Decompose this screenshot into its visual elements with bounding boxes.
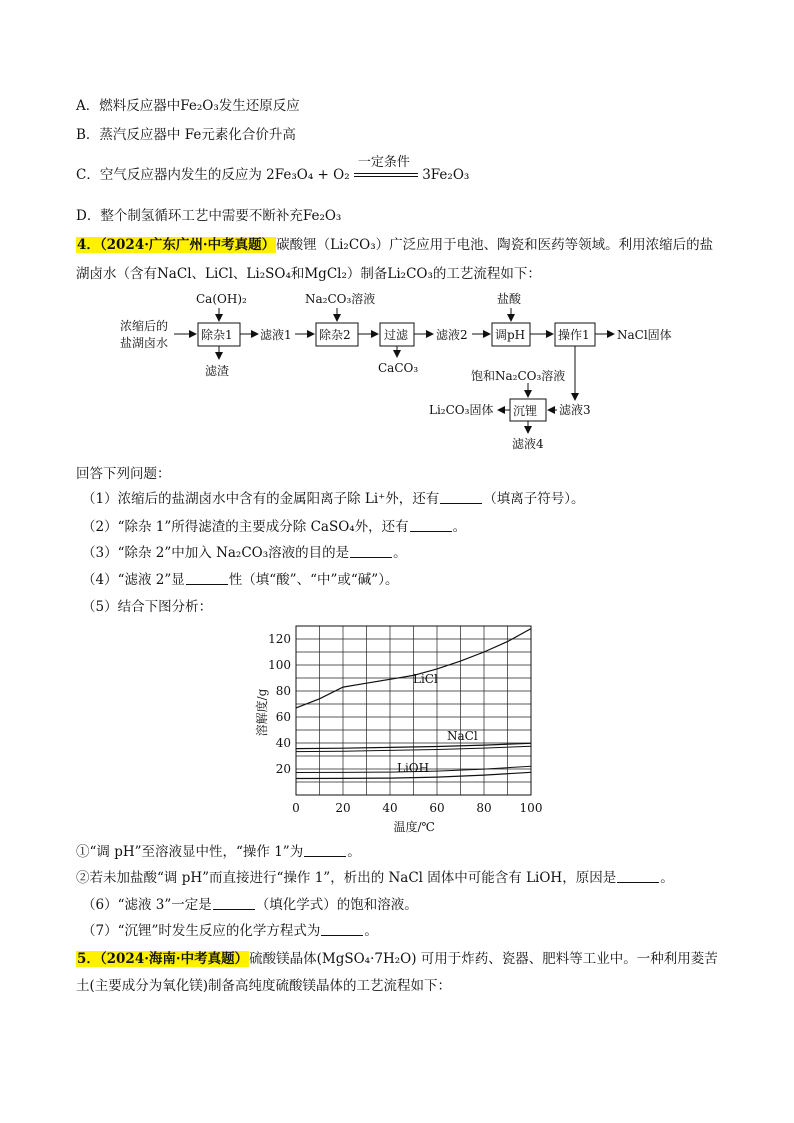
- flow-precip-2: CaCO₃: [378, 361, 419, 375]
- option-c-left: 2Fe₃O₄ + O₂: [266, 167, 350, 183]
- q4-sub5-2: [76, 869, 674, 887]
- flow-step-filter: 过滤: [384, 328, 409, 342]
- x-tick-label: 20: [335, 801, 351, 815]
- q4-sub7: [82, 922, 378, 940]
- series-label-nacl: NaCl: [447, 729, 478, 743]
- q4-sub2-tail: 。: [452, 519, 467, 535]
- flow-step-ph: 调pH: [495, 328, 526, 342]
- option-c-right: 3Fe₂O₃: [422, 167, 470, 183]
- q4-sub1-text: （1）浓缩后的盐湖卤水中含有的金属阳离子除 Li⁺外，还有: [82, 491, 440, 507]
- flow-reagent-1: Ca(OH)₂: [196, 292, 247, 306]
- x-tick-label: 40: [382, 801, 398, 815]
- q4-answer-lead: 回答下列问题：: [76, 466, 171, 482]
- answer-blank[interactable]: [410, 518, 452, 532]
- flow-feed-label-1: 浓缩后的: [120, 319, 169, 333]
- answer-blank[interactable]: [321, 922, 363, 936]
- q4-sub4-tail: 性（填“酸”、“中”或“碱”）。: [228, 572, 399, 588]
- q4-sub3: [82, 544, 407, 562]
- flow-step-2: 除杂2: [319, 328, 351, 342]
- q4-sub2-text: （2）“除杂 1”所得滤渣的主要成分除 CaSO₄外，还有: [82, 519, 409, 535]
- y-tick-label: 80: [275, 684, 291, 698]
- q4-sub6: [82, 896, 418, 914]
- flow-step-1: 除杂1: [201, 328, 233, 342]
- q5-intro-line1: [76, 950, 718, 968]
- answer-blank[interactable]: [440, 490, 482, 504]
- answer-blank[interactable]: [304, 843, 346, 857]
- x-tick-label: 80: [476, 801, 492, 815]
- flow-step-li: 沉锂: [513, 404, 538, 418]
- q4-sub1: [82, 490, 585, 508]
- flow-filtrate-2: 滤液2: [436, 328, 468, 342]
- y-tick-label: 40: [275, 736, 291, 750]
- series-label-licl: LiCl: [413, 672, 438, 686]
- option-a: A．燃料反应器中Fe₂O₃发生还原反应: [76, 98, 300, 114]
- flow-filtrate-3: 滤液3: [559, 403, 591, 417]
- series-label-lioh: LiOH: [397, 761, 430, 775]
- flow-filtrate-4: 滤液4: [512, 437, 544, 451]
- q5-intro-line2: 土(主要成分为氧化镁)制备高纯度硫酸镁晶体的工艺流程如下：: [76, 978, 452, 994]
- q4-process-flow-diagram: [0, 285, 794, 455]
- q4-sub5: （5）结合下图分析：: [82, 599, 213, 615]
- answer-blank[interactable]: [617, 869, 659, 883]
- flow-feed-label-2: 盐湖卤水: [120, 336, 169, 350]
- q4-sub5-2-text: ②若未加盐酸“调 pH”而直接进行“操作 1”，析出的 NaCl 固体中可能含有 LiOH，原因是: [76, 870, 617, 886]
- reaction-condition-label: 一定条件: [357, 155, 410, 170]
- flow-residue-1: 滤渣: [205, 364, 230, 378]
- flow-filtrate-1: 滤液1: [260, 328, 292, 342]
- q4-sub5-1-text: ①“调 pH”至溶液显中性，“操作 1”为: [76, 844, 304, 860]
- answer-blank[interactable]: [213, 896, 255, 910]
- q4-intro-text1: 碳酸锂（Li₂CO₃）广泛应用于电池、陶瓷和医药等领域。利用浓缩后的盐: [276, 237, 714, 253]
- option-b: B．蒸汽反应器中 Fe元素化合价升高: [76, 127, 296, 143]
- q4-sub5-1: [76, 843, 361, 861]
- q4-sub4-text: （4）“滤液 2”显: [82, 572, 185, 588]
- y-tick-label: 120: [268, 632, 291, 646]
- x-axis-label: 温度/℃: [393, 820, 435, 833]
- option-c-prefix: C．空气反应器内发生的反应为: [76, 167, 262, 183]
- flow-step-op1: 操作1: [558, 328, 590, 342]
- q5-source-badge: 5．（2024·海南·中考真题）: [77, 951, 249, 967]
- y-tick-label: 60: [275, 710, 291, 724]
- q5-intro-text1: 硫酸镁晶体(MgSO₄·7H₂O) 可用于炸药、瓷器、肥料等工业中。一种利用菱苦: [249, 951, 718, 967]
- q4-sub6-tail: （填化学式）的饱和溶液。: [255, 897, 418, 913]
- flow-product-nacl: NaCl固体: [617, 328, 672, 342]
- y-tick-label: 100: [268, 658, 291, 672]
- x-tick-label: 100: [519, 801, 543, 815]
- q4-sub6-text: （6）“滤液 3”一定是: [82, 897, 212, 913]
- q4-source-badge: 4．（2024·广东广州·中考真题）: [77, 237, 276, 253]
- q4-sub7-text: （7）“沉锂”时发生反应的化学方程式为: [82, 923, 321, 939]
- answer-blank[interactable]: [350, 544, 392, 558]
- q4-sub5-1-tail: 。: [347, 844, 361, 860]
- flow-reagent-3: 盐酸: [497, 292, 522, 306]
- q4-intro-line2: 湖卤水（含有NaCl、LiCl、Li₂SO₄和MgCl₂）制备Li₂CO₃的工艺流程如下：: [76, 266, 541, 282]
- q4-sub4: [82, 571, 398, 589]
- x-tick-label: 60: [429, 801, 445, 815]
- q4-sub2: [82, 518, 466, 536]
- y-axis-label: 溶解度/g: [255, 688, 269, 737]
- option-c: [76, 155, 470, 184]
- flow-reagent-2: Na₂CO₃溶液: [305, 292, 376, 306]
- y-tick-label: 20: [275, 762, 291, 776]
- answer-blank[interactable]: [186, 571, 228, 585]
- reaction-condition-arrow: [354, 155, 418, 184]
- option-d: D．整个制氢循环工艺中需要不断补充Fe₂O₃: [76, 208, 342, 224]
- q4-sub1-tail: （填离子符号）。: [483, 491, 585, 507]
- q4-sub3-text: （3）“除杂 2”中加入 Na₂CO₃溶液的目的是: [82, 545, 350, 561]
- q4-sub7-tail: 。: [364, 923, 378, 939]
- solubility-chart: [0, 618, 794, 833]
- flow-product-li: Li₂CO₃固体: [429, 403, 494, 417]
- x-tick-label: 0: [292, 801, 300, 815]
- q4-sub5-2-tail: 。: [660, 870, 674, 886]
- q4-intro-line1: [76, 236, 713, 254]
- flow-reagent-4: 饱和Na₂CO₃溶液: [471, 369, 566, 383]
- q4-sub3-tail: 。: [393, 545, 407, 561]
